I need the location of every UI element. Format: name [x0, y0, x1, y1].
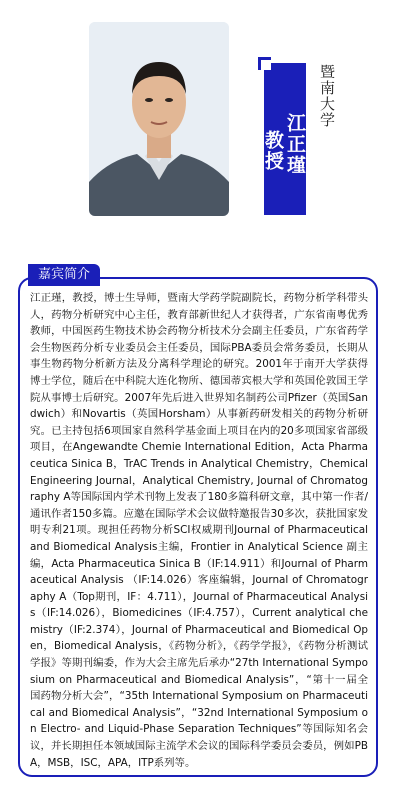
- speaker-title: 教授: [262, 130, 284, 172]
- name-title-text: [264, 73, 306, 215]
- name-title-banner: [264, 63, 306, 215]
- university-label: 暨南大学: [318, 64, 336, 128]
- portrait-image: [89, 22, 229, 216]
- section-tab: 嘉宾简介: [28, 264, 100, 286]
- bio-text: 江正瑾，教授，博士生导师，暨南大学药学院副院长，药物分析学科带头人，药物分析研究中心主任，教育部新世纪人才获得者，广东省南粤优秀教师，中国医药生物技术协会药物分析技术分会副主任委员，广东省药学会生物医药分析专业委员会主任委员，国际PBA委员会常务委员，长期从事生物药物分析新方法及分离科学理论的研究。2001年于南开大学获得博士学位，随后在中科院大连化物所、德国蒂宾根大学和英国伦敦国王学院从事博士后研究。2007年先后进入世界知名制药公司Pfizer（英国Sandwich）和Novartis（英国Horsham）从事新药研发相关的药物分析研究。已主持包括6项国家自然科学基金面上项目在内的20多项国家省部级项目，在Angewandte Chemie International Edition，Acta Pharmaceutica Sinica B，TrAC Trends in Analytical Chemistry，Chemical Engineering Journal，Analytical Chemistry, Journal of Chromatography A等国际国内学术刊物上发表了180多篇科研文章，其中第一作者/通讯作者150多篇。应邀在国际学术会议做特邀报告30多次，获批国家发明专利21项。现担任药物分析SCI权威期刊Journal of Pharmaceutical and Biomedical Analysis主编，Frontier in Analytical Science 副主编，Acta Pharmaceutica Sinica B（IF:14.911）和Journal of Pharmaceutical Analysis （IF:14.026）客座编辑，Journal of Chromatography A（Top期刊，IF：4.711），Journal of Pharmaceutical Analysis（IF:14.026），Biomedicines（IF:4.757），Current analytical chemistry（IF:2.374），Journal of Pharmaceutical and Biomedical Open，Biomedical Analysis，《药物分析》，《药学学报》，《药物分析测试学报》等期刊编委，作为大会主席先后承办“27th International Symposium on Pharmaceutical and Biomedical Analysis”，“第十一届全国药物分析大会”，“35th International Symposium on Pharmaceutical and Biomedical Analysis”，“32nd International Symposium on Electro- and Liquid-Phase Separation Techniques”等国际知名会议，并长期担任本领域国际主流学术会议的国际科学委员会委员，例如PBA，MSB，ISC，APA，ITP系列等。: [30, 292, 368, 769]
- speaker-name: 江正瑾: [284, 112, 306, 176]
- portrait-photo: [89, 22, 229, 216]
